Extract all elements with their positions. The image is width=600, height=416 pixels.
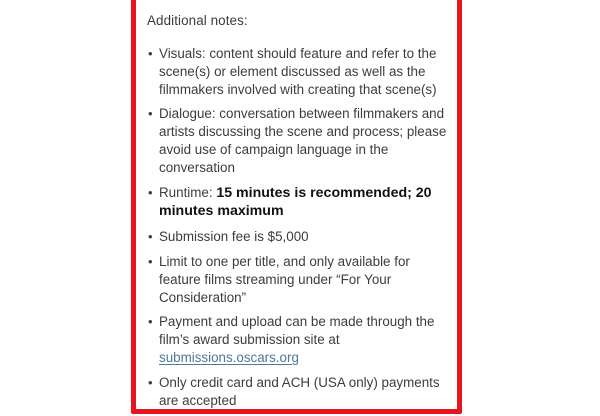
bullet-icon: • (148, 314, 153, 330)
note-dialogue (147, 105, 447, 176)
bullet-icon: • (148, 46, 153, 61)
note-limit-text: Limit to one per title, and only available for feature films streaming under “For Your Consideration” (159, 253, 410, 305)
note-runtime-text (159, 184, 447, 222)
note-credit (147, 374, 447, 410)
notes-title: Additional notes: (147, 13, 248, 28)
note-dialogue-text: Dialogue: conversation between filmmakers and artists discussing the scene and process; please avoid use of campaign language in the conversation (159, 106, 447, 175)
bullet-icon: • (148, 374, 153, 390)
note-fee (147, 228, 447, 246)
note-payment (147, 313, 447, 366)
note-visuals (147, 45, 447, 98)
note-credit-text: Only credit card and ACH (USA only) payments are accepted (159, 374, 440, 408)
note-runtime (147, 184, 447, 222)
bullet-icon: • (148, 184, 153, 200)
runtime-value: 15 minutes is recommended; 20 minutes maximum (159, 184, 432, 220)
runtime-label: Runtime: (159, 184, 217, 200)
bullet-icon: • (148, 229, 153, 245)
note-visuals-text: Visuals: content should feature and refer to the scene(s) or element discussed as well as the filmmakers involved with creating that scene(s) (159, 46, 437, 97)
payment-description: Payment and upload can be made through the film’s award submission site at (159, 314, 435, 348)
note-payment-text (159, 313, 447, 366)
submissions-link[interactable]: submissions.oscars.org (159, 349, 299, 365)
bullet-icon: • (148, 253, 153, 269)
note-limit (147, 253, 447, 306)
bullet-icon: • (148, 106, 153, 122)
note-fee-text: Submission fee is $5,000 (159, 229, 309, 245)
notes-list (147, 45, 447, 416)
